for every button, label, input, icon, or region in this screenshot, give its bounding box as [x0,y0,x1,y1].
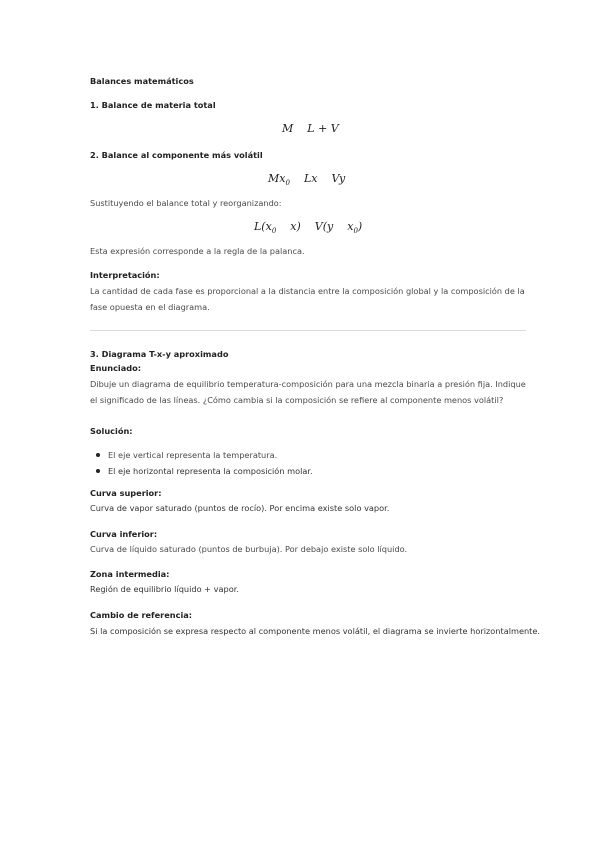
eq2-rhs: Vy [331,172,346,185]
upper-curve-label: Curva superior: [90,488,162,498]
lever-left-a: L(x [254,220,272,233]
reference-change-text: Si la composición se expresa respecto al componente menos volátil, el diagrama se invierte horizontalmente. [90,626,541,636]
balance2-heading: 2. Balance al componente más volátil [90,150,263,160]
bullet-dot [96,453,100,457]
lever-left-b: x) [290,220,301,233]
lever-right-a: V(y [314,220,334,233]
lever-left-sub: 0 [271,227,277,236]
total-balance-equation [282,122,339,135]
component-balance-equation [268,172,345,187]
interpretation-text: La cantidad de cada fase es proporcional a la distancia entre la composición global y la composición de la fase opuesta en el diagrama. [90,286,525,312]
eq1-lhs: M [282,122,294,135]
enunciado-text: Dibuje un diagrama de equilibrio temperatura-composición para una mezcla binaria a presión fija. Indique el significado de las líneas. ¿Cómo cambia si la composición se refiere al componente menos volátil? [90,379,526,405]
lever-rule-text: Esta expresión corresponde a la regla de la palanca. [90,246,305,256]
eq2-mid: Lx [303,172,318,185]
lever-rule-equation [254,220,362,235]
eq2-lhs-sub: 0 [285,179,290,188]
enunciado-label: Enunciado: [90,363,142,373]
bullet-item: El eje horizontal representa la composición molar. [108,466,313,476]
section-divider [90,330,526,331]
upper-curve-text: Curva de vapor saturado (puntos de rocío). Por encima existe solo vapor. [90,503,390,513]
reference-change-label: Cambio de referencia: [90,610,193,620]
eq1-rhs: L + V [307,122,339,135]
bullet-item: El eje vertical representa la temperatura. [108,450,278,460]
substitution-text: Sustituyendo el balance total y reorganizando: [90,198,282,208]
interpretation-label: Interpretación: [90,270,160,280]
section-title: Balances matemáticos [90,76,194,86]
bullet-dot [96,469,100,473]
lever-right-sub: 0 [353,227,358,236]
lever-right-b: x [347,220,354,233]
middle-zone-label: Zona intermedia: [90,569,170,579]
middle-zone-text: Región de equilibrio líquido + vapor. [90,584,239,594]
lower-curve-label: Curva inferior: [90,529,158,539]
lever-right-c: ) [357,220,363,233]
solution-label: Solución: [90,426,133,436]
eq2-lhs: Mx [268,172,286,185]
lower-curve-text: Curva de líquido saturado (puntos de burbuja). Por debajo existe solo líquido. [90,544,408,554]
balance1-heading: 1. Balance de materia total [90,100,216,110]
diagram-heading: 3. Diagrama T-x-y aproximado [90,349,229,359]
